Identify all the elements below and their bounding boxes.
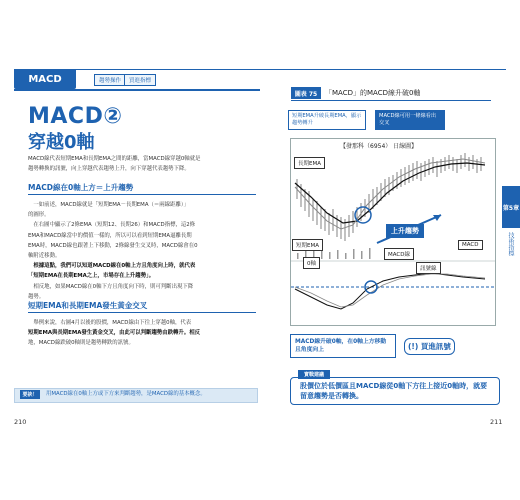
intro-line: 趨勢轉換的訊號，向上穿越代表趨勢上升，向下穿越代表趨勢下降。	[28, 166, 190, 173]
section-heading-2: 短期EMA和長期EMA發生黃金交叉	[28, 301, 148, 310]
alert-icon: (!)	[408, 342, 419, 351]
figure-title: 「MACD」的MACD線升破0軸	[325, 89, 421, 97]
breadcrumb-buy: 買進指標	[124, 74, 156, 86]
figure-number: 圖表 75	[291, 87, 321, 99]
label-long-ema: 長期EMA	[294, 157, 325, 169]
label-macd: MACD	[458, 240, 483, 250]
bottom-callout: MACD線升破0軸，在0軸上方移動且角度向上	[290, 334, 396, 358]
body-line: 相反地，如果MACD線在0軸下方且角度向下時，則可判斷出現下降	[28, 283, 194, 290]
up-trend-label: 上升趨勢	[386, 224, 424, 238]
key-point-tag: 要訣！	[20, 390, 40, 399]
buy-signal-text: 買進訊號	[420, 342, 451, 351]
cross-highlight-circle	[355, 207, 371, 223]
page-subtitle: 穿越0軸	[28, 132, 95, 153]
callout-macd-cross: MACD線可用一條線看出交叉	[375, 110, 445, 130]
body-line: 趨勢。	[28, 293, 45, 300]
key-point-text: 用MACD線在0軸上方或下方來判斷趨勢，是MACD線的基本概念。	[46, 391, 206, 397]
body-line: 軸附近移動。	[28, 253, 61, 260]
figure-rule	[291, 100, 491, 101]
intro-paragraph	[28, 154, 256, 174]
body-line: EMA時，MACD線也跟著上下移動，2條線發生交叉時，MACD線會在0	[28, 242, 198, 249]
page-title: MACD②	[28, 104, 123, 129]
chapter-header-tab: MACD	[14, 69, 76, 89]
section-1-body	[28, 200, 256, 302]
body-line: 的圖形。	[28, 212, 50, 219]
body-line: 在右圖中顯示了2條EMA（短期12、長期26）和MACD指標，這2條	[28, 222, 196, 229]
macd-line	[295, 273, 485, 309]
callout-ema-cross: 短期EMA升破長期EMA，顯示趨勢轉升	[288, 110, 366, 130]
top-rule	[14, 69, 506, 70]
body-line: 「短期EMA在長期EMA之上，市場存在上升趨勢」。	[28, 273, 155, 280]
label-signal-line: 訊號線	[416, 262, 441, 274]
breadcrumb-trend: 趨勢操作	[94, 74, 126, 86]
section-rule	[28, 312, 256, 313]
label-zero-axis: 0軸	[303, 257, 320, 269]
stock-label: 【發那科（6954） 日線圖】	[340, 143, 418, 150]
page-number-right: 211	[490, 418, 503, 426]
body-line: 地，MACD線跌破0軸則是趨勢轉跌的訊號。	[28, 340, 134, 347]
label-short-ema: 短期EMA	[292, 239, 323, 251]
body-line: 根據這點，我們可以知道MACD線在0軸上方且角度向上時，就代表	[28, 263, 196, 270]
buy-signal-badge	[404, 338, 455, 355]
label-macd-line: MACD線	[384, 248, 414, 260]
intro-line: MACD線代表短期EMA和長期EMA之間的距離，當MACD線穿越0軸就是	[28, 156, 201, 162]
chapter-side-tab: 第5章	[502, 186, 520, 228]
section-2-body	[28, 318, 256, 349]
body-line: 短期EMA與長期EMA發生黃金交叉，由此可以判斷趨勢由跌轉升。相反	[28, 330, 200, 337]
header-rule	[14, 89, 260, 91]
page-number-left: 210	[14, 418, 27, 426]
body-line: EMA和MACD線當中的價值一樣的，所以可以看到短期EMA逼離長期	[28, 232, 192, 239]
practical-tip-text: 股價位於低價區且MACD線從0軸下方往上接近0軸時，就要留意趨勢是否轉換。	[300, 382, 488, 400]
body-line: 一如前述，MACD線就是「短期EMA－長期EMA（＝兩線距離）」	[28, 202, 189, 208]
section-rule	[28, 194, 256, 195]
chapter-side-label: 技術指標	[507, 232, 514, 256]
body-line: 舉例來說，右圖4月以後的股價，MACD線由下往上穿越0軸，代表	[28, 320, 192, 326]
practical-tip-tag: 實戰建議	[298, 370, 330, 379]
long-ema-line	[295, 163, 485, 223]
section-heading-1: MACD線在0軸上方＝上升趨勢	[28, 183, 134, 192]
short-ema-line	[295, 159, 485, 229]
